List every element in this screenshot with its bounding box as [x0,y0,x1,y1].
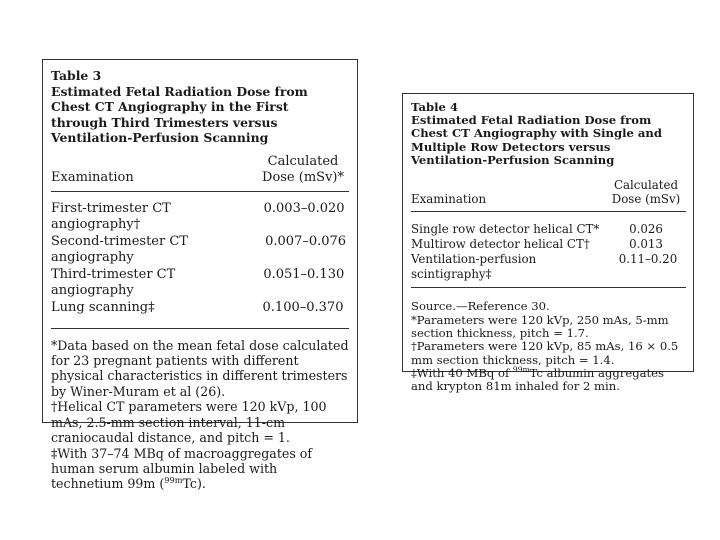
dose-header-line2: Dose (mSv) [611,192,681,207]
dose-header-line1: Calculated [267,153,339,169]
footnotes [411,288,686,393]
row-dose: 0.11–0.20 [618,252,678,267]
row-exam: Third-trimester CT angiography [51,266,176,299]
table-row [51,234,349,267]
table-label: Table 3 [51,68,102,83]
table-row [411,222,686,237]
table-label: Table 4 [411,100,459,114]
table-title: Estimated Fetal Radiation Dose from Chest CT Angiography with Single and Multiple Row Detectors versus Ventilation-Perfusion Scanning [411,113,662,167]
table-row [411,252,686,282]
row-dose: 0.051–0.130 [263,266,345,282]
footnotes [51,329,349,492]
row-exam: Multirow detector helical CT† [411,236,590,251]
column-header-dose [257,154,349,187]
row-exam: Ventilation-perfusion scintigraphy‡ [411,252,537,282]
footnote: ‡With 37–74 MBq of macroaggregates of human serum albumin labeled with technetium 99m ($^{99m}$Tc). [51,445,313,492]
table-body [411,212,686,288]
column-header-dose [606,178,686,207]
table-title: Estimated Fetal Radiation Dose from Chest CT Angiography in the First through Third Trimesters versus Ventilation-Perfusion Scanning [51,83,308,145]
footnote: ‡With 40 MBq of $^{99m}$Tc albumin aggregates and krypton 81m inhaled for 2 min. [411,365,664,394]
footnote: *Data based on the mean fetal dose calculated for 23 pregnant patients with different physical characteristics in different trimesters by Winer-Muram et al (26). [51,337,349,399]
row-exam: Lung scanning‡ [51,300,155,316]
table-body [51,192,349,328]
table-header [411,178,686,211]
row-dose: 0.100–0.370 [262,300,344,316]
footnote: Source.—Reference 30. [411,299,550,314]
dose-header-line1: Calculated [613,178,679,193]
table-row [51,300,349,317]
table-header [51,154,349,191]
table-4 [402,93,694,394]
column-header-examination: Examination [51,170,134,185]
row-exam: Second-trimester CT angiography [51,233,188,266]
row-dose: 0.003–0.020 [263,200,345,216]
table-row [411,237,686,252]
row-exam: Single row detector helical CT* [411,221,600,236]
table-row [51,267,349,300]
table-row [51,201,349,234]
column-header-examination: Examination [411,192,487,207]
row-dose: 0.007–0.076 [265,233,347,249]
footnote: †Helical CT parameters were 120 kVp, 100 mAs, 2.5-mm section interval, 11-cm craniocaudal distance, and pitch = 1. [51,399,327,446]
footnote: *Parameters were 120 kVp, 250 mAs, 5-mm section thickness, pitch = 1.7. [411,312,669,341]
table-3 [42,59,358,492]
row-dose: 0.026 [629,221,663,236]
row-exam: First-trimester CT angiography† [51,200,171,233]
row-dose: 0.013 [629,236,663,251]
footnote: †Parameters were 120 kVp, 85 mAs, 16 × 0.5 mm section thickness, pitch = 1.4. [411,339,679,367]
dose-header-line2: Dose (mSv)* [262,170,344,185]
